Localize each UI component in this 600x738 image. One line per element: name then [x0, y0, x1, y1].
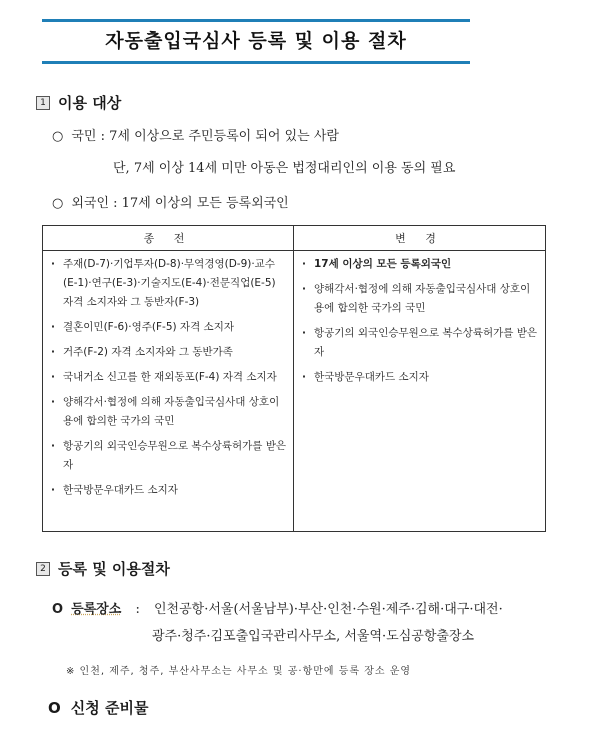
- comparison-table: [42, 225, 546, 532]
- after-cell: [294, 251, 546, 532]
- circle-bullet-icon: O: [48, 698, 61, 717]
- before-cell: [43, 251, 294, 532]
- registration-places-1: 인천공항·서울(서울남부)·부산·인천·수원·제주·김해·대구·대전·: [153, 602, 503, 617]
- circle-bullet-icon: O: [52, 602, 64, 617]
- list-item: · 양해각서·협정에 의해 자동출입국심사대 상호이용에 합의한 국가의 국민: [302, 280, 539, 318]
- registration-line: [52, 598, 503, 617]
- list-item: · 주재(D-7)·기업투자(D-8)·무역경영(D-9)·교수(E-1)·연구(E-3)·기술지도(E-4)·전문직업(E-5) 자격 소지자와 그 동반자(F-3): [51, 255, 287, 312]
- section-number-icon: 2: [36, 562, 50, 576]
- section-1-heading: [36, 92, 121, 113]
- section-number-icon: 1: [36, 96, 50, 110]
- list-item: · 국내거소 신고를 한 재외동포(F-4) 자격 소지자: [51, 368, 287, 387]
- citizen-text: 국민 : 7세 이상으로 주민등록이 되어 있는 사람: [71, 129, 339, 144]
- title-bottom-rule: [42, 61, 470, 64]
- list-item: · 17세 이상의 모든 등록외국인: [302, 255, 539, 274]
- circle-bullet-icon: ○: [52, 129, 64, 144]
- registration-label: 등록장소: [71, 602, 122, 617]
- section-2-title: 등록 및 이용절차: [58, 560, 170, 578]
- page-title: 자동출입국심사 등록 및 이용 절차: [105, 30, 407, 52]
- section-1-title: 이용 대상: [58, 94, 122, 112]
- list-item: · 항공기의 외국인승무원으로 복수상륙허가를 받은 자: [51, 437, 287, 475]
- circle-bullet-icon: ○: [52, 196, 64, 211]
- list-item: · 거주(F-2) 자격 소지자와 그 동반가족: [51, 343, 287, 362]
- citizen-note: 단, 7세 이상 14세 미만 아동은 법정대리인의 이용 동의 필요: [113, 161, 456, 176]
- registration-note: ※ 인천, 제주, 청주, 부산사무소는 사무소 및 공·항만에 등록 장소 운영: [66, 666, 412, 677]
- prep-heading: [48, 697, 148, 718]
- title-top-rule: [42, 19, 470, 22]
- registration-places-2: 광주·청주·김포출입국관리사무소, 서울역·도심공항출장소: [152, 629, 475, 644]
- registration-separator: :: [135, 602, 140, 617]
- header-after: 변 경: [294, 226, 546, 251]
- list-item: · 결혼이민(F-6)·영주(F-5) 자격 소지자: [51, 318, 287, 337]
- list-item: · 한국방문우대카드 소지자: [302, 368, 539, 387]
- foreigner-text: 외국인 : 17세 이상의 모든 등록외국인: [71, 196, 289, 211]
- table-row: [43, 251, 546, 532]
- list-item: · 항공기의 외국인승무원으로 복수상륙허가를 받은 자: [302, 324, 539, 362]
- citizen-line: [52, 125, 339, 144]
- section-2-heading: [36, 558, 170, 579]
- header-before: 종 전: [43, 226, 294, 251]
- list-item: · 양해각서·협정에 의해 자동출입국심사대 상호이용에 합의한 국가의 국민: [51, 393, 287, 431]
- list-item: · 한국방문우대카드 소지자: [51, 481, 287, 500]
- prep-title: 신청 준비물: [70, 699, 149, 717]
- table-header-row: [43, 226, 546, 251]
- foreigner-line: [52, 192, 289, 211]
